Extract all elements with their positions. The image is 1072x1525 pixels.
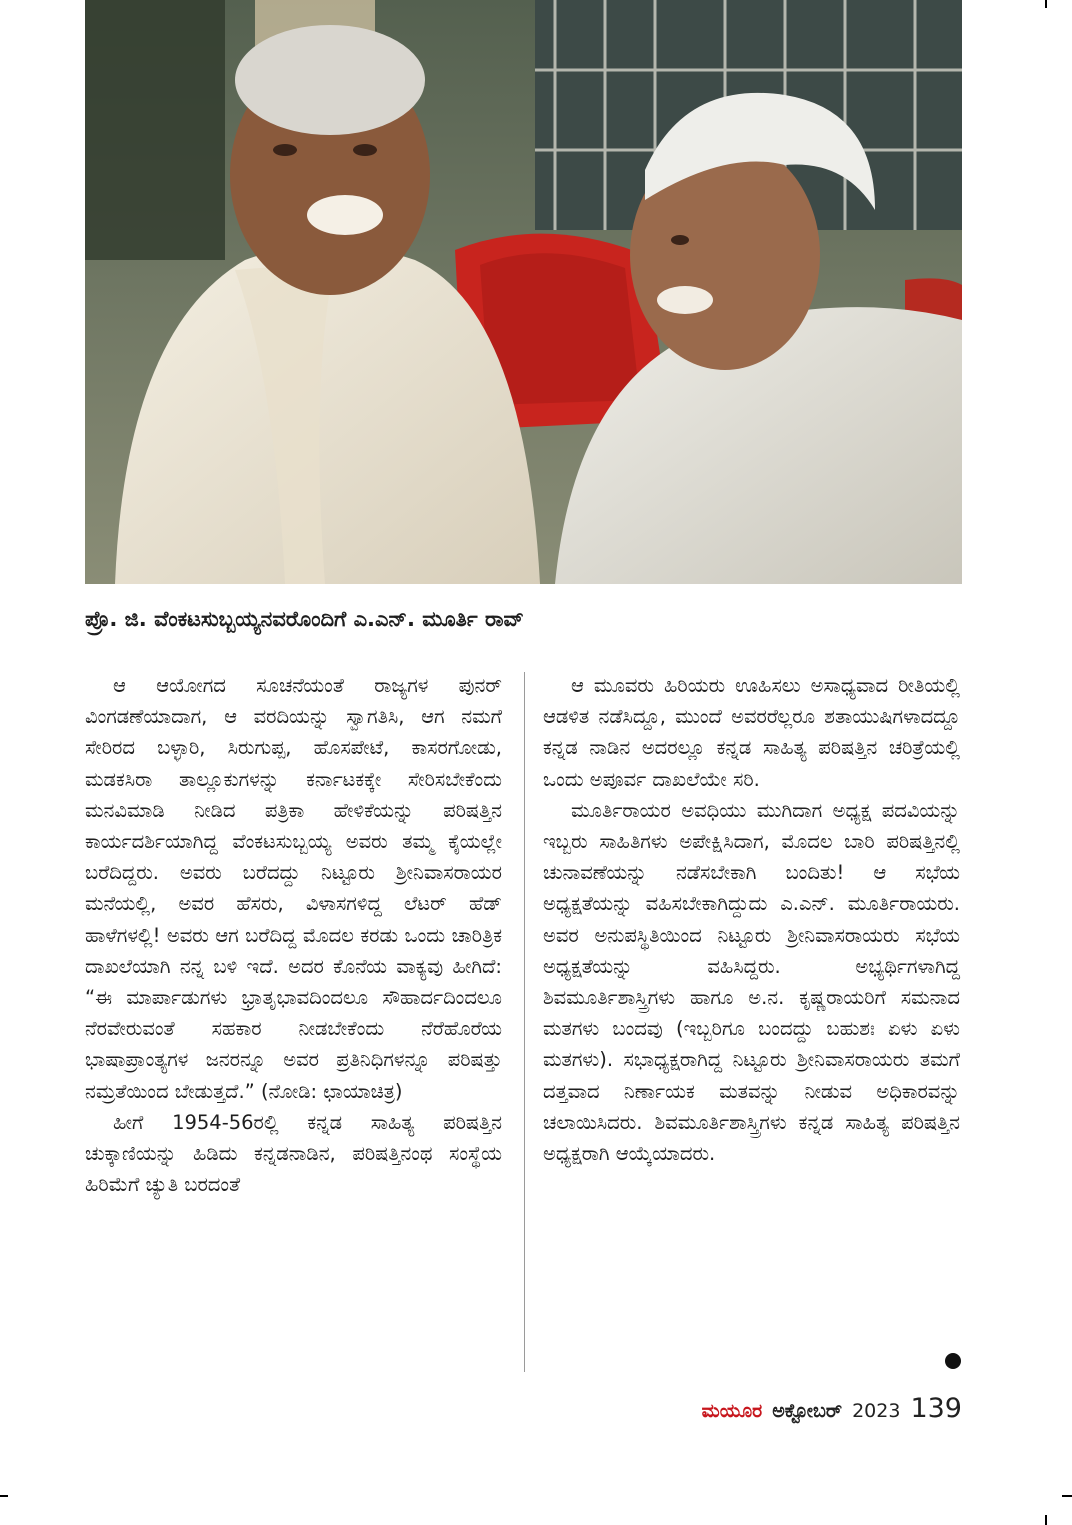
photo-caption: ಪ್ರೊ. ಜಿ. ವೆಂಕಟಸುಬ್ಬಯ್ಯನವರೊಂದಿಗೆ ಎ.ಎನ್. ಮೂರ್ತಿ ರಾವ್ [85, 607, 524, 631]
article-photo [85, 0, 962, 584]
paragraph: ಆ ಆಯೋಗದ ಸೂಚನೆಯಂತೆ ರಾಜ್ಯಗಳ ಪುನರ್ ವಿಂಗಡಣೆಯಾದಾಗ, ಆ ವರದಿಯನ್ನು ಸ್ವಾಗತಿಸಿ, ಆಗ ನಮಗೆ ಸೇರಿರದ ಬಳ್ಳಾರಿ, ಸಿರುಗುಪ್ಪ, ಹೊಸಪೇಟೆ, ಕಾಸರಗೋಡು, ಮಡಕಸಿರಾ ತಾಲ್ಲೂಕುಗಳನ್ನು ಕರ್ನಾಟಕಕ್ಕೇ ಸೇರಿಸಬೇಕೆಂದು ಮನವಿಮಾಡಿ ನೀಡಿದ ಪತ್ರಿಕಾ ಹೇಳಿಕೆಯನ್ನು ಪರಿಷತ್ತಿನ ಕಾರ್ಯದರ್ಶಿಯಾಗಿದ್ದ ವೆಂಕಟಸುಬ್ಬಯ್ಯ ಅವರು ತಮ್ಮ ಕೈಯಲ್ಲೇ ಬರೆದಿದ್ದರು. ಅವರು ಬರೆದದ್ದು ನಿಟ್ಟೂರು ಶ್ರೀನಿವಾಸರಾಯರ ಮನೆಯಲ್ಲಿ, ಅವರ ಹೆಸರು, ವಿಳಾಸಗಳಿದ್ದ ಲೆಟರ್ ಹೆಡ್ ಹಾಳೆಗಳಲ್ಲಿ! ಅವರು ಆಗ ಬರೆದಿದ್ದ ಮೊದಲ ಕರಡು ಒಂದು ಚಾರಿತ್ರಿಕ ದಾಖಲೆಯಾಗಿ ನನ್ನ ಬಳಿ ಇದೆ. ಅದರ ಕೊನೆಯ ವಾಕ್ಯವು ಹೀಗಿದೆ: “ಈ ಮಾರ್ಪಾಡುಗಳು ಭ್ರಾತೃಭಾವದಿಂದಲೂ ಸೌಹಾರ್ದದಿಂದಲೂ ನೆರವೇರುವಂತೆ ಸಹಕಾರ ನೀಡಬೇಕೆಂದು ನೆರೆಹೊರೆಯ ಭಾಷಾಪ್ರಾಂತ್ಯಗಳ ಜನರನ್ನೂ ಅವರ ಪ್ರತಿನಿಧಿಗಳನ್ನೂ ಪರಿಷತ್ತು ನಮ್ರತೆಯಿಂದ ಬೇಡುತ್ತದೆ.” (ನೋಡಿ: ಛಾಯಾಚಿತ್ರ) [85, 674, 502, 1103]
crop-mark [1062, 1495, 1072, 1497]
crop-mark [1045, 1515, 1047, 1525]
magazine-name: ಮಯೂರ [701, 1400, 763, 1422]
issue-month: ಅಕ್ಟೋಬರ್ [772, 1400, 843, 1422]
article-column-left [85, 670, 502, 1390]
crop-mark [0, 1495, 8, 1497]
paragraph: ಹೀಗೆ 1954-56ರಲ್ಲಿ ಕನ್ನಡ ಸಾಹಿತ್ಯ ಪರಿಷತ್ತಿನ ಚುಕ್ಕಾಣಿಯನ್ನು ಹಿಡಿದು ಕನ್ನಡನಾಡಿನ, ಪರಿಷತ್ತಿನಂಥ ಸಂಸ್ಥೆಯ ಹಿರಿಮೆಗೆ ಚ್ಯುತಿ ಬರದಂತೆ [85, 1110, 502, 1197]
end-of-article-bullet [945, 1353, 961, 1369]
photo-illustration [85, 0, 962, 584]
article-column-right [543, 670, 960, 1169]
paragraph: ಮೂರ್ತಿರಾಯರ ಅವಧಿಯು ಮುಗಿದಾಗ ಅಧ್ಯಕ್ಷ ಪದವಿಯನ್ನು ಇಬ್ಬರು ಸಾಹಿತಿಗಳು ಅಪೇಕ್ಷಿಸಿದಾಗ, ಮೊದಲ ಬಾರಿ ಪರಿಷತ್ತಿನಲ್ಲಿ ಚುನಾವಣೆಯನ್ನು ನಡೆಸಬೇಕಾಗಿ ಬಂದಿತು! ಆ ಸಭೆಯ ಅಧ್ಯಕ್ಷತೆಯನ್ನು ವಹಿಸಬೇಕಾಗಿದ್ದುದು ಎ.ಎನ್. ಮೂರ್ತಿರಾಯರು. ಅವರ ಅನುಪಸ್ಥಿತಿಯಿಂದ ನಿಟ್ಟೂರು ಶ್ರೀನಿವಾಸರಾಯರು ಸಭೆಯ ಅಧ್ಯಕ್ಷತೆಯನ್ನು ವಹಿಸಿದ್ದರು. ಅಭ್ಯರ್ಥಿಗಳಾಗಿದ್ದ ಶಿವಮೂರ್ತಿಶಾಸ್ತ್ರಿಗಳು ಹಾಗೂ ಅ.ನ. ಕೃಷ್ಣರಾಯರಿಗೆ ಸಮನಾದ ಮತಗಳು ಬಂದವು (ಇಬ್ಬರಿಗೂ ಬಂದದ್ದು ಬಹುಶಃ ಏಳು ಏಳು ಮತಗಳು). ಸಭಾಧ್ಯಕ್ಷರಾಗಿದ್ದ ನಿಟ್ಟೂರು ಶ್ರೀನಿವಾಸರಾಯರು ತಮಗೆ ದತ್ತವಾದ ನಿರ್ಣಾಯಕ ಮತವನ್ನು ನೀಡುವ ಅಧಿಕಾರವನ್ನು ಚಲಾಯಿಸಿದರು. ಶಿವಮೂರ್ತಿಶಾಸ್ತ್ರಿಗಳು ಕನ್ನಡ ಸಾಹಿತ್ಯ ಪರಿಷತ್ತಿನ ಅಧ್ಯಕ್ಷರಾಗಿ ಆಯ್ಕೆಯಾದರು. [543, 798, 960, 1166]
page-number: 139 [910, 1393, 962, 1424]
page-footer [702, 1393, 962, 1424]
issue-year: 2023 [852, 1400, 901, 1422]
crop-mark [1045, 0, 1047, 8]
column-divider [524, 672, 525, 1372]
paragraph: ಆ ಮೂವರು ಹಿರಿಯರು ಊಹಿಸಲು ಅಸಾಧ್ಯವಾದ ರೀತಿಯಲ್ಲಿ ಆಡಳಿತ ನಡೆಸಿದ್ದೂ, ಮುಂದೆ ಅವರರೆಲ್ಲರೂ ಶತಾಯುಷಿಗಳಾದದ್ದೂ ಕನ್ನಡ ನಾಡಿನ ಅದರಲ್ಲೂ ಕನ್ನಡ ಸಾಹಿತ್ಯ ಪರಿಷತ್ತಿನ ಚರಿತ್ರೆಯಲ್ಲಿ ಒಂದು ಅಪೂರ್ವ ದಾಖಲೆಯೇ ಸರಿ. [543, 674, 960, 791]
